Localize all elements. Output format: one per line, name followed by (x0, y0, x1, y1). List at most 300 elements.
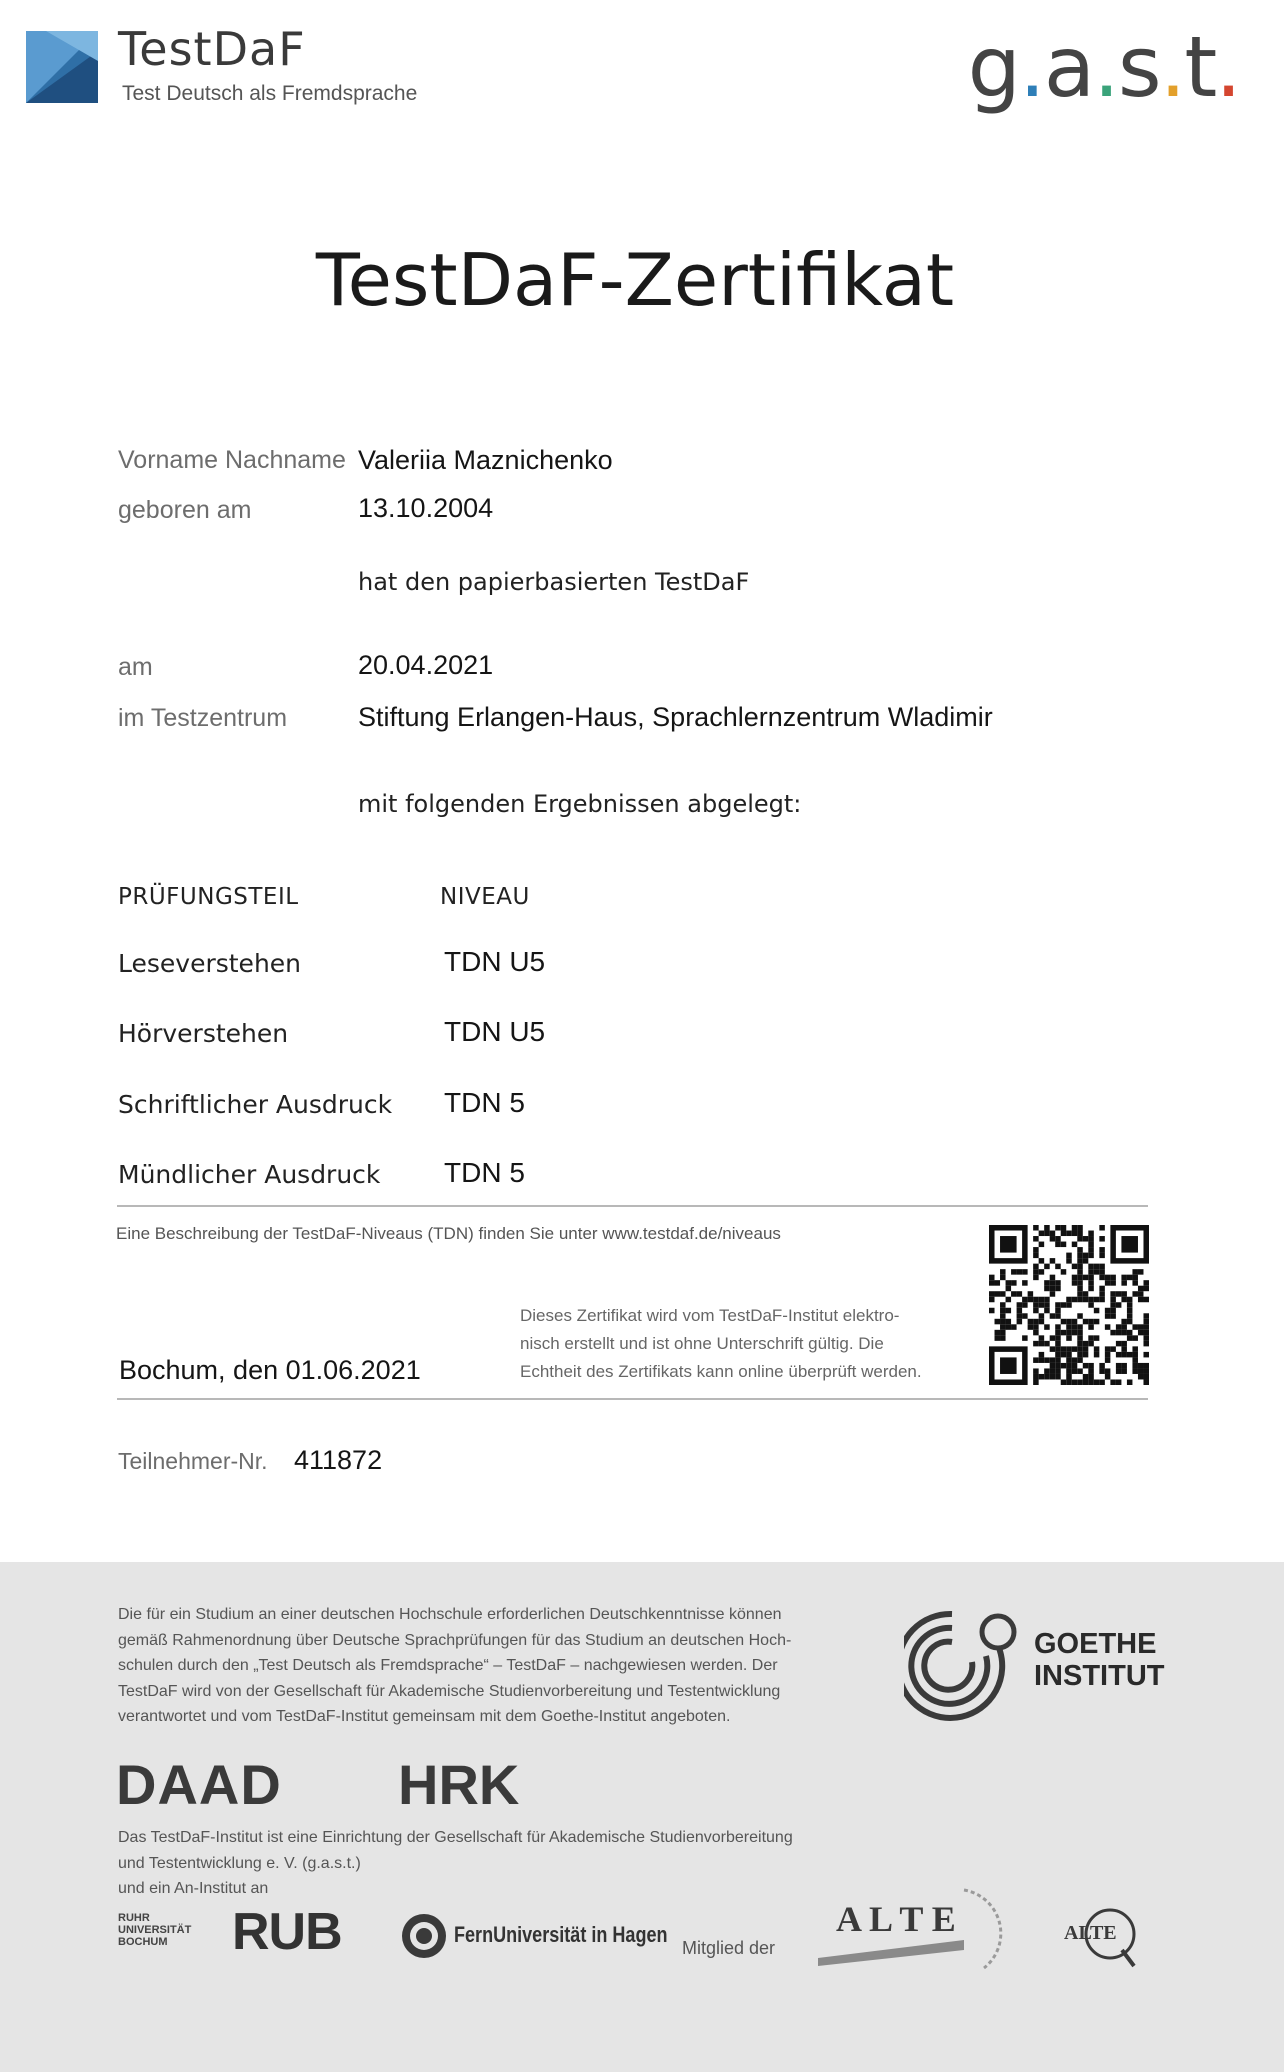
qr-module (1055, 1236, 1061, 1242)
center-label: im Testzentrum (118, 704, 288, 732)
qr-module (1083, 1341, 1089, 1347)
qr-module (1138, 1269, 1144, 1275)
goethe-text-line: GOETHE (1034, 1628, 1157, 1660)
qr-module (1105, 1357, 1111, 1363)
qr-module (1077, 1368, 1083, 1374)
qr-module (989, 1275, 995, 1281)
qr-module (1083, 1352, 1089, 1358)
qr-module (1061, 1242, 1067, 1248)
qr-module (1066, 1297, 1072, 1303)
qr-module (1066, 1231, 1072, 1237)
divider (117, 1398, 1148, 1400)
qr-module (1061, 1352, 1067, 1358)
alte-logo (814, 1878, 1034, 1978)
result-level: TDN U5 (444, 1016, 546, 1047)
birth-date-value: 13.10.2004 (358, 493, 494, 523)
qr-module (1138, 1374, 1144, 1380)
qr-module (1033, 1368, 1039, 1374)
qr-module (1050, 1374, 1056, 1380)
disclaimer-line: Echtheit des Zertifikats kann online überprüft werden. (520, 1362, 922, 1381)
qr-module (1088, 1341, 1094, 1347)
result-level: TDN 5 (444, 1157, 525, 1188)
qr-module (1094, 1346, 1100, 1352)
qr-module (1132, 1357, 1138, 1363)
qr-module (1077, 1280, 1083, 1286)
qr-module (1077, 1253, 1083, 1259)
result-part: Mündlicher Ausdruck (118, 1160, 381, 1189)
rub-logo: RUB (232, 1903, 342, 1961)
qr-module (1050, 1286, 1056, 1292)
qr-module (1050, 1346, 1056, 1352)
qr-module (1099, 1379, 1105, 1385)
qr-module (1061, 1346, 1067, 1352)
qr-module (1121, 1319, 1127, 1325)
qr-module (1143, 1286, 1149, 1292)
qr-module (1055, 1368, 1061, 1374)
qr-module (1055, 1286, 1061, 1292)
qr-module (1000, 1319, 1006, 1325)
qr-module (1006, 1286, 1012, 1292)
qr-module (1088, 1231, 1094, 1237)
qr-finder (1000, 1236, 1017, 1253)
qr-module (1094, 1352, 1100, 1358)
daad-logo: DAAD (116, 1753, 282, 1816)
qr-module (1000, 1275, 1006, 1281)
qr-module (1099, 1291, 1105, 1297)
qr-module (1083, 1319, 1089, 1325)
qr-module (1066, 1346, 1072, 1352)
qr-module (1099, 1264, 1105, 1270)
member-label: Mitglied der (682, 1938, 776, 1958)
ruhr-line: UNIVERSITÄT (118, 1924, 192, 1936)
qr-module (1077, 1313, 1083, 1319)
qr-module (1138, 1330, 1144, 1336)
qr-module (1099, 1225, 1105, 1231)
qr-module (1105, 1374, 1111, 1380)
ruhr-line: BOCHUM (118, 1936, 168, 1948)
qr-module (1017, 1313, 1023, 1319)
qr-module (1017, 1269, 1023, 1275)
qr-module (1077, 1258, 1083, 1264)
qr-module (1028, 1291, 1034, 1297)
qr-module (1121, 1330, 1127, 1336)
qr-module (1110, 1330, 1116, 1336)
qr-module (1039, 1335, 1045, 1341)
qr-module (1066, 1379, 1072, 1385)
participant-number: 411872 (294, 1445, 383, 1475)
qr-module (1121, 1363, 1127, 1369)
qr-module (1055, 1352, 1061, 1358)
qr-module (1099, 1368, 1105, 1374)
disclaimer-line: Dieses Zertifikat wird vom TestDaF-Institut elektro- (520, 1306, 900, 1325)
qr-module (995, 1280, 1001, 1286)
qr-module (1006, 1324, 1012, 1330)
disclaimer-line: nisch erstellt und ist ohne Unterschrift gültig. Die (520, 1334, 884, 1353)
gast-dot: . (1215, 18, 1240, 116)
qr-module (1055, 1346, 1061, 1352)
qr-module (1050, 1258, 1056, 1264)
qr-module (1143, 1379, 1149, 1385)
qr-module (1072, 1231, 1078, 1237)
qr-module (1121, 1280, 1127, 1286)
qr-module (1022, 1335, 1028, 1341)
qr-module (1072, 1242, 1078, 1248)
result-part: Schriftlicher Ausdruck (118, 1090, 393, 1119)
qr-module (1044, 1280, 1050, 1286)
qr-module (1077, 1225, 1083, 1231)
qr-module (1116, 1379, 1122, 1385)
qr-module (1083, 1363, 1089, 1369)
qr-module (1077, 1335, 1083, 1341)
qr-module (1039, 1297, 1045, 1303)
qr-module (1033, 1264, 1039, 1270)
qr-module (1110, 1291, 1116, 1297)
qr-module (1121, 1346, 1127, 1352)
qr-module (1094, 1308, 1100, 1314)
qr-module (1039, 1357, 1045, 1363)
qr-module (1121, 1291, 1127, 1297)
qr-module (1083, 1374, 1089, 1380)
qr-module (1099, 1253, 1105, 1259)
qr-module (1066, 1253, 1072, 1259)
qr-module (1105, 1280, 1111, 1286)
qr-module (995, 1291, 1001, 1297)
qr-module (1033, 1253, 1039, 1259)
qr-module (1143, 1374, 1149, 1380)
qr-module (1055, 1242, 1061, 1248)
footer-line: TestDaF wird von der Gesellschaft für Akademische Studienvorbereitung und Testentwicklung (118, 1682, 781, 1700)
qr-module (1066, 1302, 1072, 1308)
qr-module (1138, 1368, 1144, 1374)
qr-module (1127, 1319, 1133, 1325)
qr-module (1077, 1231, 1083, 1237)
qr-module (1077, 1286, 1083, 1292)
qr-module (1033, 1341, 1039, 1347)
qr-module (1066, 1357, 1072, 1363)
qr-module (1088, 1302, 1094, 1308)
qr-module (1077, 1291, 1083, 1297)
qr-module (1083, 1253, 1089, 1259)
qr-module (1127, 1379, 1133, 1385)
qr-module (1072, 1264, 1078, 1270)
qr-module (1088, 1335, 1094, 1341)
qr-module (1066, 1324, 1072, 1330)
qr-module (1099, 1247, 1105, 1253)
qr-module (1110, 1280, 1116, 1286)
qr-module (1044, 1231, 1050, 1237)
qr-module (1055, 1363, 1061, 1369)
qr-module (1050, 1368, 1056, 1374)
qr-module (1143, 1363, 1149, 1369)
qr-module (1077, 1247, 1083, 1253)
institute-line: und ein An-Institut an (118, 1880, 269, 1897)
qr-module (1083, 1275, 1089, 1281)
qr-module (989, 1291, 995, 1297)
test-date-value: 20.04.2021 (358, 650, 494, 680)
qr-module (1132, 1368, 1138, 1374)
qr-module (1066, 1368, 1072, 1374)
qr-module (1033, 1297, 1039, 1303)
qr-module (1105, 1324, 1111, 1330)
qr-module (1050, 1363, 1056, 1369)
testdaf-logo-title: TestDaF (118, 22, 306, 76)
qr-module (1044, 1264, 1050, 1270)
qr-module (1039, 1374, 1045, 1380)
footer-line: gemäß Rahmenordnung über Deutsche Sprachprüfungen für das Studium an deutschen Hoch- (118, 1631, 792, 1649)
gast-letter: t (1184, 18, 1216, 116)
qr-module (1077, 1352, 1083, 1358)
qr-module (1055, 1341, 1061, 1347)
column-header-level: NIVEAU (440, 884, 530, 910)
qr-module (1143, 1352, 1149, 1358)
qr-module (1050, 1313, 1056, 1319)
qr-module (1072, 1324, 1078, 1330)
qr-finder (1121, 1236, 1138, 1253)
qr-module (989, 1297, 995, 1303)
qr-module (1127, 1352, 1133, 1358)
qr-module (1061, 1330, 1067, 1336)
qr-module (1061, 1363, 1067, 1369)
qr-module (1088, 1379, 1094, 1385)
qr-module (1094, 1319, 1100, 1325)
qr-module (1055, 1264, 1061, 1270)
qr-module (1110, 1313, 1116, 1319)
result-level: TDN U5 (444, 946, 546, 977)
qr-module (1094, 1269, 1100, 1275)
qr-module (1094, 1335, 1100, 1341)
qr-module (1050, 1236, 1056, 1242)
qr-module (1022, 1297, 1028, 1303)
qr-module (1055, 1374, 1061, 1380)
qr-module (1050, 1275, 1056, 1281)
column-header-part: PRÜFUNGSTEIL (118, 884, 299, 910)
qr-module (1088, 1280, 1094, 1286)
testdaf-logo-icon (26, 31, 98, 103)
qr-module (1077, 1357, 1083, 1363)
qr-module (1039, 1319, 1045, 1325)
qr-module (1000, 1330, 1006, 1336)
qr-module (1000, 1302, 1006, 1308)
qr-module (1088, 1236, 1094, 1242)
qr-module (1066, 1352, 1072, 1358)
qr-module (1083, 1236, 1089, 1242)
qr-module (1143, 1335, 1149, 1341)
qr-module (1083, 1379, 1089, 1385)
results-statement-text: mit folgenden Ergebnissen abgelegt: (358, 790, 802, 818)
qr-module (1116, 1368, 1122, 1374)
alte-logo-text: A L T E (836, 1899, 956, 1939)
qr-module (1039, 1258, 1045, 1264)
gast-dot: . (1019, 18, 1044, 116)
qr-module (1072, 1280, 1078, 1286)
qr-module (1099, 1297, 1105, 1303)
qr-module (1127, 1308, 1133, 1314)
qr-module (1088, 1269, 1094, 1275)
qr-module (1072, 1346, 1078, 1352)
qr-module (1077, 1297, 1083, 1303)
qr-module (1110, 1297, 1116, 1303)
qr-module (1083, 1346, 1089, 1352)
qr-module (1066, 1330, 1072, 1336)
qr-module (1039, 1269, 1045, 1275)
qr-module (1094, 1379, 1100, 1385)
qr-module (1121, 1275, 1127, 1281)
qr-module (1072, 1368, 1078, 1374)
qr-module (1088, 1253, 1094, 1259)
center-value: Stiftung Erlangen-Haus, Sprachlernzentrum Wladimir (358, 702, 993, 732)
qr-module (989, 1280, 995, 1286)
qr-module (1127, 1335, 1133, 1341)
qr-module (1055, 1324, 1061, 1330)
qr-module (1138, 1291, 1144, 1297)
qr-module (1000, 1269, 1006, 1275)
qr-module (1044, 1341, 1050, 1347)
qr-module (1072, 1379, 1078, 1385)
qr-module (1055, 1225, 1061, 1231)
qr-module (1116, 1324, 1122, 1330)
qr-module (1066, 1319, 1072, 1325)
qr-module (1055, 1302, 1061, 1308)
qr-module (1061, 1225, 1067, 1231)
testdaf-logo-subtitle: Test Deutsch als Fremdsprache (122, 82, 418, 105)
qr-module (1077, 1379, 1083, 1385)
institute-line: Das TestDaF-Institut ist eine Einrichtung der Gesellschaft für Akademische Studienvorbereitung (118, 1829, 793, 1846)
qr-module (1028, 1319, 1034, 1325)
qr-module (1050, 1335, 1056, 1341)
qr-module (1033, 1330, 1039, 1336)
statement-text: hat den papierbasierten TestDaF (358, 568, 750, 596)
qr-module (1077, 1330, 1083, 1336)
test-date-label: am (118, 653, 153, 681)
qr-module (1127, 1297, 1133, 1303)
qr-module (1033, 1374, 1039, 1380)
qr-module (1033, 1379, 1039, 1385)
qr-module (1072, 1363, 1078, 1369)
qr-module (1088, 1363, 1094, 1369)
qr-module (1039, 1242, 1045, 1248)
qr-module (1110, 1275, 1116, 1281)
qr-module (1017, 1308, 1023, 1314)
qr-module (1077, 1346, 1083, 1352)
qr-module (1116, 1330, 1122, 1336)
qr-module (1088, 1319, 1094, 1325)
disclaimer (520, 1302, 962, 1386)
qr-module (1132, 1363, 1138, 1369)
qr-module (1116, 1352, 1122, 1358)
qr-module (1088, 1297, 1094, 1303)
fernuni-logo-icon (400, 1912, 448, 1960)
qr-module (1039, 1302, 1045, 1308)
result-part: Hörverstehen (118, 1019, 289, 1048)
qr-module (1017, 1319, 1023, 1325)
qr-module (1143, 1319, 1149, 1325)
qr-module (1127, 1302, 1133, 1308)
qr-module (1094, 1297, 1100, 1303)
qr-module (995, 1319, 1001, 1325)
qr-module (1077, 1269, 1083, 1275)
qr-module (1039, 1313, 1045, 1319)
qr-module (1138, 1324, 1144, 1330)
qr-module (1110, 1302, 1116, 1308)
qr-module (1121, 1341, 1127, 1347)
gast-logo (968, 18, 1240, 116)
qr-module (1044, 1368, 1050, 1374)
qr-module (1099, 1363, 1105, 1369)
qr-module (1028, 1324, 1034, 1330)
institute-text (118, 1825, 793, 1902)
qr-code-icon (989, 1225, 1149, 1385)
qr-module (1055, 1357, 1061, 1363)
participant-label: Teilnehmer-Nr. (118, 1448, 268, 1474)
qr-module (1105, 1346, 1111, 1352)
qr-module (1072, 1330, 1078, 1336)
divider (117, 1205, 1148, 1207)
result-part: Leseverstehen (118, 949, 302, 978)
qr-module (1022, 1269, 1028, 1275)
qr-module (1044, 1297, 1050, 1303)
qr-module (1044, 1357, 1050, 1363)
qr-module (1006, 1308, 1012, 1314)
qr-module (1017, 1291, 1023, 1297)
qr-module (1055, 1335, 1061, 1341)
qr-module (1094, 1264, 1100, 1270)
qr-module (1033, 1247, 1039, 1253)
qr-module (1138, 1297, 1144, 1303)
qr-module (1088, 1374, 1094, 1380)
qr-module (1072, 1357, 1078, 1363)
qr-module (1044, 1324, 1050, 1330)
qr-module (1088, 1368, 1094, 1374)
qr-module (1132, 1269, 1138, 1275)
qr-module (1077, 1341, 1083, 1347)
qr-module (1061, 1269, 1067, 1275)
qr-module (1127, 1275, 1133, 1281)
qr-module (1110, 1346, 1116, 1352)
qr-module (1050, 1280, 1056, 1286)
footer-line: verantwortet und vom TestDaF-Institut gemeinsam mit dem Goethe-Institut angeboten. (118, 1708, 731, 1725)
institute-line: und Testentwicklung e. V. (g.a.s.t.) (118, 1854, 361, 1872)
qr-module (1116, 1341, 1122, 1347)
qr-module (1072, 1275, 1078, 1281)
qr-module (1110, 1308, 1116, 1314)
qr-module (1000, 1291, 1006, 1297)
qr-module (1022, 1313, 1028, 1319)
qr-module (1022, 1302, 1028, 1308)
qr-module (1061, 1379, 1067, 1385)
qr-module (1011, 1269, 1017, 1275)
qr-module (1039, 1341, 1045, 1347)
gast-dot: . (1093, 18, 1118, 116)
qr-module (1132, 1352, 1138, 1358)
qr-module (1105, 1352, 1111, 1358)
qr-module (1006, 1280, 1012, 1286)
qr-module (1121, 1324, 1127, 1330)
alte-q-logo (1060, 1900, 1150, 1974)
qr-module (1121, 1352, 1127, 1358)
qr-module (989, 1308, 995, 1314)
birth-label: geboren am (118, 496, 252, 524)
qr-module (1039, 1352, 1045, 1358)
qr-finder (1000, 1357, 1017, 1374)
qr-module (1033, 1319, 1039, 1325)
page-title: TestDaF-Zertifikat (315, 238, 955, 322)
qr-module (1011, 1324, 1017, 1330)
qr-module (1072, 1297, 1078, 1303)
qr-module (1116, 1291, 1122, 1297)
qr-module (1088, 1264, 1094, 1270)
qr-module (1033, 1302, 1039, 1308)
qr-module (1006, 1319, 1012, 1325)
